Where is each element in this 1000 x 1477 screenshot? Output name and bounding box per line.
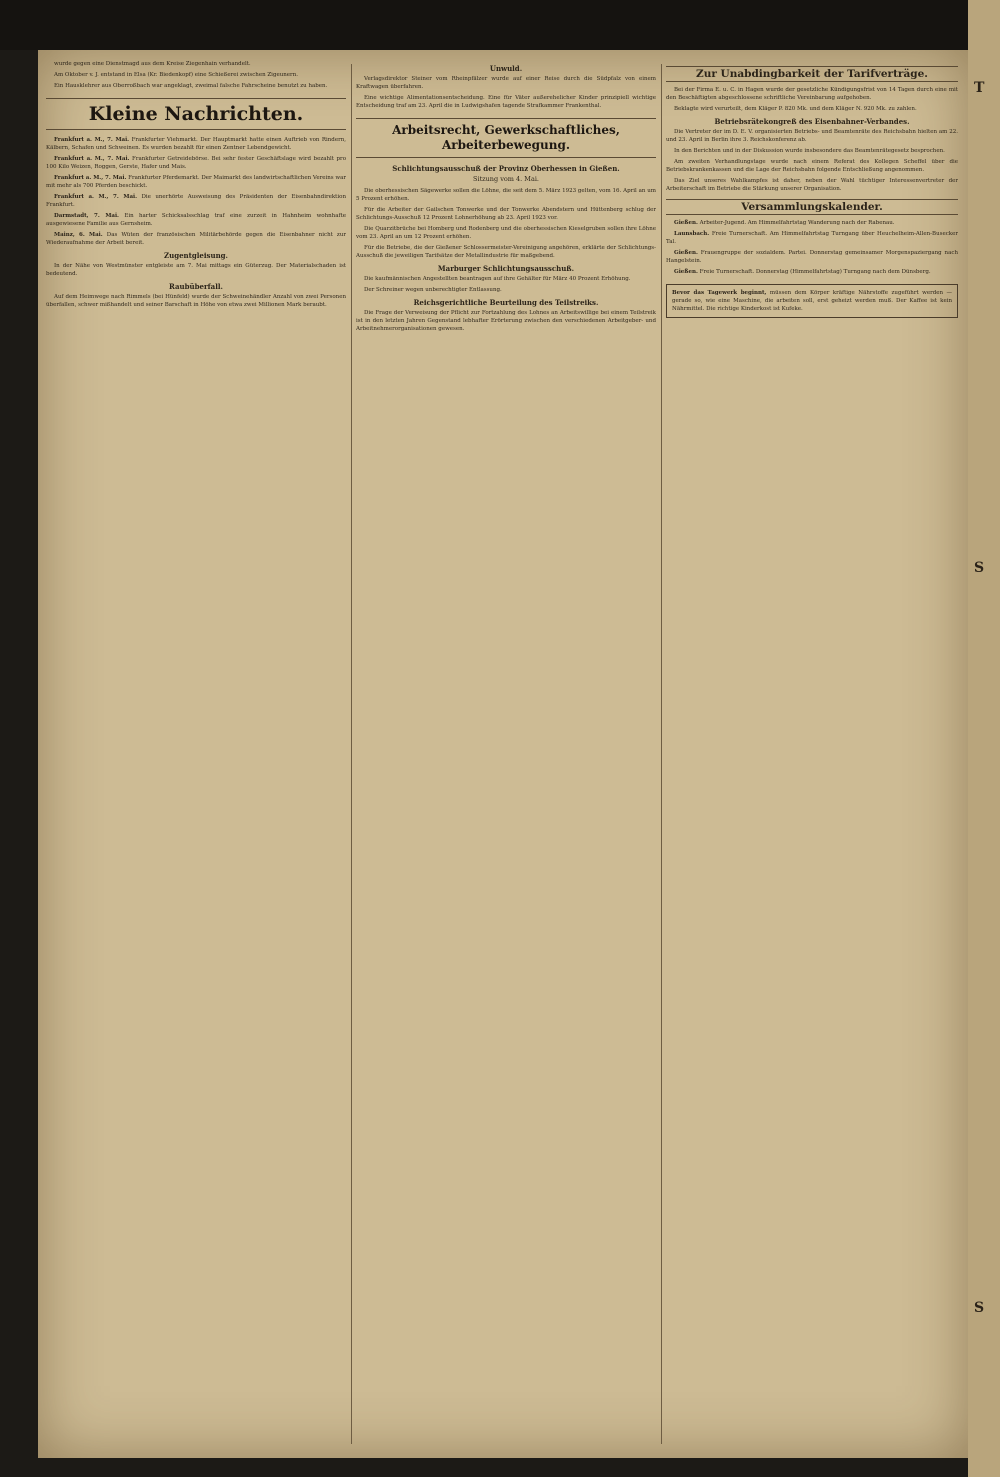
- article-paragraph: Die Vertreter der im D. E. V. organisierten Betriebs- und Beamtenräte des Reichsbahn hielten am 22. und 23. April in Berlin ihre 3. Reichskonferenz ab.: [666, 129, 958, 143]
- adjacent-page-edge: [968, 0, 1000, 1477]
- list-item: [46, 212, 346, 228]
- article-paragraph: Bei der Firma E. u. C. in Hagen wurde der gesetzliche Kündigungsfrist von 14 Tagen durch eine mit den Beschäftigten abgeschlossene schriftliche Vereinbarung aufgehoben.: [666, 87, 958, 101]
- section-heading: Arbeitsrecht, Gewerkschaftliches, Arbeiterbewegung.: [356, 118, 656, 158]
- sub-heading: Marburger Schlichtungsausschuß.: [437, 264, 575, 273]
- sub-heading: Schlichtungsausschuß der Provinz Oberhessen in Gießen.: [392, 164, 620, 173]
- item-text: Ein harter Schicksalsschlag traf eine zurzeit in Hahnheim wohnhafte ausgewiesene Familie aus Gernsheim.: [46, 213, 346, 227]
- newspaper-page: [38, 50, 968, 1458]
- item-lead: Frankfurt a. M., 7. Mai.: [54, 156, 130, 162]
- item-text: Frankfurter Viehmarkt. Der Hauptmarkt hatte einen Auftrieb von Rindern, Kälbern, Schafen und Schweinen. Es wurden bezahlt für einen Zentner Lebendgewicht.: [46, 137, 346, 151]
- column-right: [666, 60, 958, 1450]
- list-item: [666, 230, 958, 246]
- article-paragraph: Die Quarzitbrüche bei Homberg und Rodenberg und die oberhessischen Kieselgruben sollen ihre Löhne vom 23. April an um 12 Prozent erhöhen.: [356, 226, 656, 240]
- section-heading: Zur Unabdingbarkeit der Tarifverträge.: [666, 66, 958, 82]
- sub-heading: Raubüberfall.: [169, 282, 223, 291]
- article-paragraph: In der Nähe von Westmünster entgleiste am 7. Mai mittags ein Güterzug. Der Materialschaden ist bedeutend.: [46, 263, 346, 277]
- item-lead: Frankfurt a. M., 7. Mai.: [54, 175, 127, 181]
- column-middle: [356, 60, 656, 1450]
- list-item: [666, 219, 958, 227]
- item-text: Das Wüten der französischen Militärbehörde gegen die Eisenbahner nicht zur Wiederaufnahme der Arbeit bereit.: [46, 232, 346, 246]
- article-paragraph: In den Berichten und in der Diskussion wurde insbesondere das Beamtenrätegesetz besprochen.: [674, 148, 945, 154]
- item-lead: Frankfurt a. M., 7. Mai.: [54, 194, 138, 200]
- item-text: Die unerhörte Ausweisung des Präsidenten der Eisenbahndirektion Frankfurt.: [46, 194, 346, 208]
- item-text: Freie Turnerschaft. Donnerstag (Himmelfahrtstag) Turngang nach dem Dünsberg.: [699, 269, 931, 275]
- article-paragraph: Die oberhessischen Sägewerke sollen die Löhne, die seit dem 5. März 1923 gelten, vom 16. April an um 5 Prozent erhöhen.: [356, 188, 656, 202]
- sub-heading: Betriebsrätekongreß des Eisenbahner-Verbandes.: [714, 117, 910, 126]
- article-paragraph: Die Frage der Verweisung der Pflicht zur Fortzahlung des Lohnes an Arbeitswillige bei einem Teilstreik ist in den letzten Jahren Gegenstand lebhafter Erörterung zwischen den verschiedenen Arbeitgeber- und Arbeitnehmerorganisationen gewesen.: [356, 310, 656, 332]
- edge-letter: S: [974, 1300, 985, 1316]
- column-rule: [661, 64, 662, 1444]
- article-paragraph: Verlagsdirektor Steiner vom Rheinpfälzer wurde auf einer Reise durch die Südpfalz von einem Kraftwagen überfahren.: [356, 76, 656, 90]
- item-text: Arbeiter-Jugend. Am Himmelfahrtstag Wanderung nach der Rabenau.: [699, 220, 895, 226]
- section-heading: Kleine Nachrichten.: [46, 98, 346, 130]
- column-rule: [351, 64, 352, 1444]
- edge-letter: S: [974, 560, 985, 576]
- news-list: [46, 136, 346, 247]
- item-lead: Gießen.: [674, 250, 698, 256]
- item-lead: Darmstadt, 7. Mai.: [54, 213, 119, 219]
- article-paragraph: Eine wichtige Alimentationsentscheidung. Eine für Väter außerehelicher Kinder prinzipiell wichtige Entscheidung traf am 23. April die in Ludwigshafen tagende Strafkammer Frankenthal.: [356, 95, 656, 109]
- list-item: [666, 249, 958, 265]
- item-lead: Gießen.: [674, 269, 698, 275]
- scan-border-top: [0, 0, 1000, 50]
- list-item: [46, 231, 346, 247]
- article-paragraph: Am zweiten Verhandlungstage wurde nach einem Referat des Kollegen Scheffel über die Betriebskrankenkassen und die Lage der Reichsbahn folgende Entschließung angenommen.: [666, 159, 958, 173]
- sub-heading: Reichsgerichtliche Beurteilung des Teilstreiks.: [413, 298, 599, 307]
- article-paragraph: Der Schreiner wegen unberechtigter Entlassung.: [364, 287, 502, 293]
- edge-letter: T: [974, 80, 985, 96]
- calendar-heading: Versammlungskalender.: [666, 199, 958, 215]
- article-paragraph: Für die Betriebe, die der Gießener Schlossermeister-Vereinigung angehören, erklärte der Schlichtungs-Ausschuß die jeweiligen Tarifsätze der Metallindustrie für maßgebend.: [356, 245, 656, 259]
- article-paragraph: Für die Arbeiter der Gailschen Tonwerke und der Tonwerke Abendstern und Hüttenberg schlug der Schlichtungs-Ausschuß 12 Prozent Lohnerhöhung ab 23. April 1923 vor.: [356, 207, 656, 221]
- list-item: [46, 174, 346, 190]
- list-item: [666, 268, 958, 276]
- sub-heading: Zugentgleisung.: [164, 251, 228, 260]
- list-item: [46, 136, 346, 152]
- item-lead: Gießen.: [674, 220, 698, 226]
- item-lead: Launsbach.: [674, 231, 710, 237]
- article-paragraph: Auf dem Heimwege nach Rimmels (bei Hünfeld) wurde der Schweinehändler Anzahl von zwei Personen überfallen, schwer mißhandelt und seiner Barschaft in Höhe von etwa zwei Millionen Mark beraubt.: [46, 294, 346, 308]
- article-paragraph: Am Oktober v. J. entstand in Elsa (Kr. Biedenkopf) eine Schießerei zwischen Zigeunern.: [54, 72, 298, 78]
- item-lead: Mainz, 6. Mai.: [54, 232, 103, 238]
- article-paragraph: Das Ziel unseres Wahlkampfes ist daher, neben der Wahl tüchtiger Interessenvertreter der Arbeiterschaft im Betriebe die Stärkung unserer Organisation.: [666, 178, 958, 192]
- article-paragraph: Ein Hausklehrer aus Oberroßbach war angeklagt, zweimal falsche Fahrscheine benutzt zu haben.: [54, 83, 328, 89]
- list-item: [46, 155, 346, 171]
- article-paragraph: wurde gegen eine Dienstmagd aus dem Kreise Ziegenhain verhandelt.: [54, 61, 251, 67]
- calendar-list: [666, 219, 958, 276]
- item-text: Freie Turnerschaft. Am Himmelfahrtstag Turngang über Heuchelheim-Allen-Busecker Tal.: [666, 231, 958, 245]
- item-text: Frankfurter Pferdemarkt. Der Maimarkt des landwirtschaftlichen Vereins war mit mehr als 700 Pferden beschickt.: [46, 175, 346, 189]
- item-lead: Frankfurt a. M., 7. Mai.: [54, 137, 130, 143]
- ad-title: Bevor das Tagewerk beginnt,: [672, 290, 767, 296]
- article-paragraph: Beklagte wird verurteilt, dem Kläger P. 820 Mk. und dem Kläger N. 920 Mk. zu zahlen.: [674, 106, 917, 112]
- list-item: [46, 193, 346, 209]
- item-text: Frankfurter Getreidebörse. Bei sehr fester Geschäftslage wird bezahlt pro 100 Kilo Weizen, Roggen, Gerste, Hafer und Mais.: [46, 156, 346, 170]
- ad-text: müssen dem Körper kräftige Nährstoffe zugeführt werden — gerade so, wie eine Maschine, die arbeiten soll, erst geheizt werden muß. Der Kaffee ist kein Nährmittel. Die richtige Kinderkost ist Kufeke.: [672, 290, 953, 312]
- article-paragraph: Die kaufmännischen Angestellten beantragen auf ihre Gehälter für März 40 Prozent Erhöhung.: [364, 276, 631, 282]
- advertisement-box: [666, 284, 958, 318]
- item-text: Frauengruppe der sozialdem. Partei. Donnerstag gemeinsamer Morgenspaziergang nach Hangelstein.: [666, 250, 958, 264]
- sub-heading-date: Sitzung vom 4. Mai.: [473, 175, 539, 183]
- column-left: [46, 60, 346, 1450]
- sub-heading: Unwuld.: [489, 64, 523, 73]
